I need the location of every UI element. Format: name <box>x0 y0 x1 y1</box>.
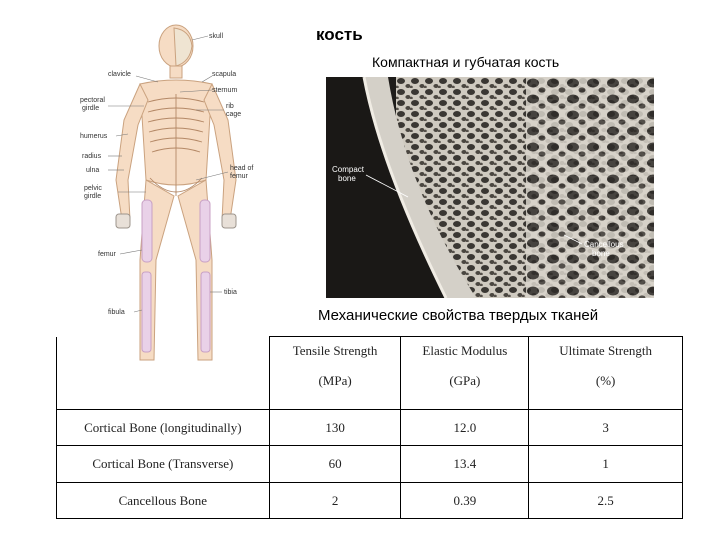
table-cell: 1 <box>529 446 683 483</box>
table-cell: 12.0 <box>401 410 529 446</box>
head-of-femur-label: head of <box>230 165 254 172</box>
tibia-label: tibia <box>224 289 237 296</box>
table-cell: 2 <box>269 483 401 519</box>
header-elastic-title: Elastic Modulus <box>422 343 508 358</box>
femur-label: femur <box>98 251 116 258</box>
header-tensile-unit: (MPa) <box>318 373 352 388</box>
header-tensile-title: Tensile Strength <box>292 343 378 358</box>
skull-label: skull <box>209 33 224 40</box>
header-empty-cell <box>57 337 270 410</box>
row-label: Cortical Bone (Transverse) <box>57 446 270 483</box>
ulna-label: ulna <box>86 167 100 174</box>
skeleton-illustration <box>78 10 318 385</box>
header-ultimate-strength <box>529 337 683 410</box>
compact-bone-label-2: bone <box>338 174 356 183</box>
bone-structure-photo <box>326 77 654 298</box>
humerus-label: humerus <box>80 133 108 140</box>
clavicle-label: clavicle <box>108 71 131 78</box>
row-label: Cortical Bone (longitudinally) <box>57 410 270 446</box>
table-cell: 3 <box>529 410 683 446</box>
header-elastic-modulus <box>401 337 529 410</box>
scapula-label: scapula <box>212 71 237 78</box>
radius-label: radius <box>82 153 102 160</box>
table-row <box>57 410 683 446</box>
pelvic-girdle-label: pelvic <box>84 185 102 192</box>
photo-caption: Компактная и губчатая кость <box>372 54 560 70</box>
sternum-label: sternum <box>212 87 238 94</box>
rib-cage-label: rib <box>226 103 234 110</box>
header-ultimate-title: Ultimate Strength <box>559 343 653 358</box>
table-cell: 13.4 <box>401 446 529 483</box>
table-caption: Механические свойства твердых тканей <box>318 307 599 324</box>
table-cell: 130 <box>269 410 401 446</box>
table-cell: 60 <box>269 446 401 483</box>
table-cell: 0.39 <box>401 483 529 519</box>
table-row <box>57 483 683 519</box>
table-header-row <box>57 337 683 410</box>
header-tensile-strength <box>269 337 401 410</box>
compact-bone-label: Compact <box>332 165 365 174</box>
header-elastic-unit: (GPa) <box>449 373 481 388</box>
mechanical-properties-table <box>56 336 683 519</box>
pelvic-girdle-label-2: girdle <box>84 193 102 200</box>
pectoral-girdle-label: pectoral <box>80 97 105 104</box>
cancellous-bone-label-2: bone <box>592 249 610 258</box>
table-cell: 2.5 <box>529 483 683 519</box>
header-ultimate-unit: (%) <box>595 373 616 388</box>
rib-cage-label-2: cage <box>226 111 242 118</box>
page-title: кость <box>316 25 363 44</box>
cancellous-bone-label: Cancellous <box>584 240 624 249</box>
row-label: Cancellous Bone <box>57 483 270 519</box>
head-of-femur-label-2: femur <box>230 173 248 180</box>
pectoral-girdle-label-2: girdle <box>82 105 100 112</box>
fibula-label: fibula <box>108 309 125 316</box>
table-row <box>57 446 683 483</box>
